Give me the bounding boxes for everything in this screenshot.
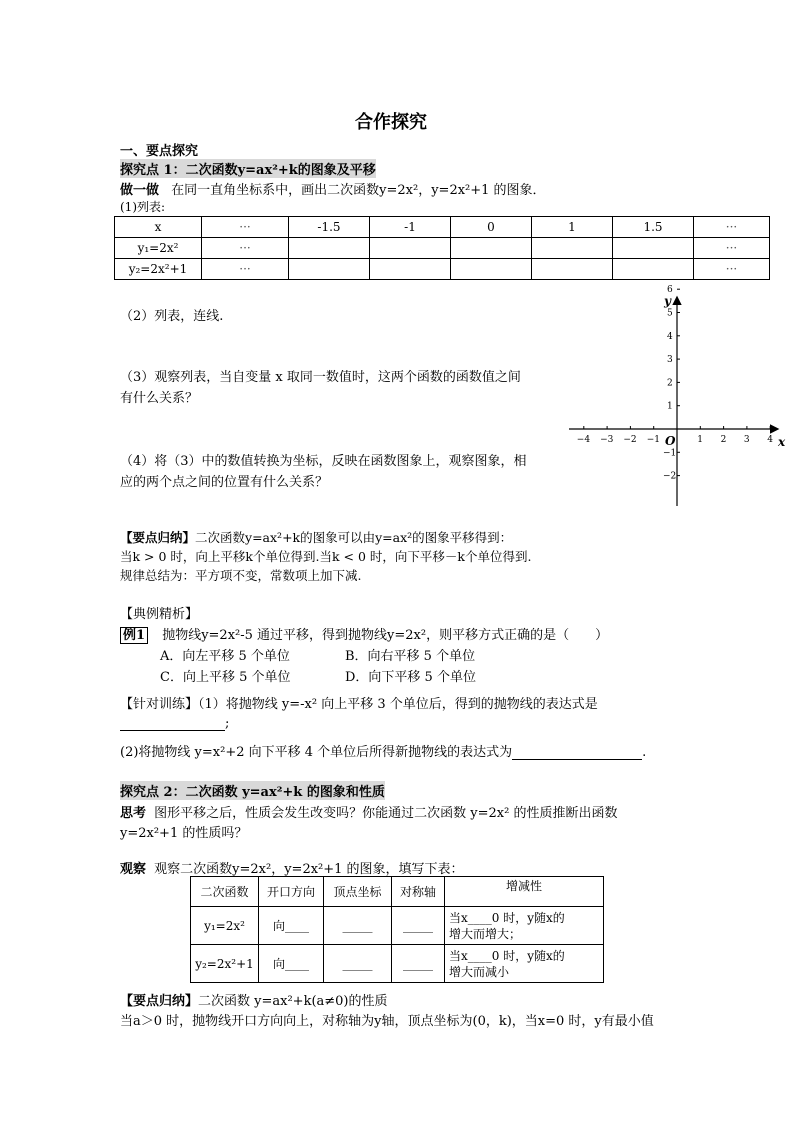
- option-d: D．向下平移 5 个单位: [345, 670, 476, 685]
- x-tick-label: −1: [646, 435, 660, 445]
- table-header: 二次函数: [191, 877, 259, 907]
- observe-label: 观察: [120, 862, 147, 877]
- table-cell: ···: [694, 238, 770, 259]
- x-tick-label: 3: [743, 435, 750, 445]
- do-label: 做一做: [120, 183, 160, 198]
- table-row: [191, 907, 604, 945]
- example-tag: 例1: [120, 627, 148, 644]
- y-tick-label: 6: [667, 285, 673, 296]
- table-cell: [613, 259, 694, 280]
- x-tick-label: −4: [576, 435, 591, 445]
- table-cell: 向____: [259, 945, 324, 983]
- table-cell: -1.5: [289, 217, 370, 238]
- monotonic-text: 增大而减小: [449, 964, 510, 979]
- table-cell: [532, 238, 613, 259]
- x-tick-label: −2: [623, 435, 637, 445]
- y-tick-label: 1: [667, 401, 673, 412]
- example-header: 【典例精析】: [120, 607, 199, 622]
- table-cell: y₂=2x²+1: [115, 259, 202, 280]
- option-b: B．向右平移 5 个单位: [345, 649, 476, 664]
- table-row: [191, 877, 604, 907]
- do-it-line: [120, 179, 546, 198]
- table-row: [191, 945, 604, 983]
- point2-heading: 探究点 2：二次函数 y=ax²+k 的图象和性质: [120, 781, 385, 800]
- summary1-line1: [120, 528, 512, 546]
- table-cell: y₂=2x²+1: [191, 945, 259, 983]
- think-line1: [120, 802, 617, 821]
- section-heading: 一、要点探究: [120, 144, 199, 159]
- table-cell: _____: [324, 945, 392, 983]
- question-4-line2: 应的两个点之间的位置有什么关系？: [120, 475, 329, 490]
- x-tick-label: 4: [767, 435, 773, 445]
- x-axis-label: x: [778, 435, 786, 449]
- monotonic-text: 增大而增大；: [449, 926, 522, 941]
- table-cell: [451, 238, 532, 259]
- value-table: [114, 216, 770, 280]
- table1-caption: (1)列表:: [120, 200, 166, 214]
- question-4-line1: （4）将（3）中的数值转换为坐标，反映在函数图象上，观察图象，相: [120, 454, 527, 469]
- question-2: （2）列表，连线.: [120, 309, 224, 324]
- table-cell: _____: [324, 907, 392, 945]
- think-line2: y=2x²+1 的性质吗？: [120, 826, 248, 841]
- table-cell: [370, 238, 451, 259]
- summary1-line3: 规律总结为：平方项不变，常数项上加下减.: [120, 568, 362, 583]
- practice-line1: 【针对训练】（1）将抛物线 y=-x² 向上平移 3 个单位后，得到的抛物线的表达式是: [120, 697, 598, 712]
- summary2-line2: 当a＞0 时，抛物线开口方向向上，对称轴为y轴，顶点坐标为(0，k)，当x=0 时，y有最小值: [120, 1014, 654, 1029]
- x-tick-label: 1: [697, 435, 704, 445]
- point1-heading: 探究点 1：二次函数y=ax²+k的图象及平移: [120, 159, 376, 178]
- practice-line2-text: (2)将抛物线 y=x²+2 向下平移 4 个单位后所得新抛物线的表达式为: [120, 745, 513, 760]
- summary1-line2: 当k > 0 时，向上平移k个单位得到.当k < 0 时，向下平移－k个单位得到.: [120, 549, 532, 564]
- table-cell: y₁=2x²: [115, 238, 202, 259]
- monotonic-text: 当x____0 时，y随x的: [449, 910, 565, 925]
- summary2-text: 二次函数 y=ax²+k(a≠0)的性质: [198, 994, 388, 1009]
- option-a: A．向左平移 5 个单位: [160, 649, 290, 664]
- table-header: 增减性: [445, 877, 604, 907]
- semicolon: ;: [225, 716, 230, 731]
- table-row: [115, 259, 770, 280]
- think-label: 思考: [120, 806, 147, 821]
- table-cell: -1: [370, 217, 451, 238]
- table-cell: ···: [202, 238, 289, 259]
- table-header: 对称轴: [392, 877, 445, 907]
- summary2-line1: [120, 990, 388, 1009]
- table-cell: [445, 945, 604, 983]
- property-table: [190, 876, 604, 983]
- question-3-line1: （3）观察列表，当自变量 x 取同一数值时，这两个函数的函数值之间: [120, 370, 521, 385]
- period: .: [642, 745, 647, 760]
- table-cell: y₁=2x²: [191, 907, 259, 945]
- table-cell: [532, 259, 613, 280]
- y-tick-label: −2: [663, 471, 677, 482]
- table-row: [115, 217, 770, 238]
- table-cell: ···: [694, 259, 770, 280]
- table-cell: _____: [392, 945, 445, 983]
- table-cell: ···: [202, 217, 289, 238]
- summary2-label: 【要点归纳】: [120, 994, 199, 1009]
- y-tick-label: 2: [667, 378, 673, 389]
- observe-line: [120, 858, 464, 877]
- practice-line2: [120, 741, 646, 760]
- table-cell: 1.5: [613, 217, 694, 238]
- table-cell: ···: [202, 259, 289, 280]
- table-cell: [289, 259, 370, 280]
- example-question: [120, 624, 608, 643]
- origin-label: O: [665, 434, 676, 448]
- table-cell: ···: [694, 217, 770, 238]
- monotonic-text: 当x____0 时，y随x的: [449, 948, 565, 963]
- table-header: 开口方向: [259, 877, 324, 907]
- example-text: 抛物线y=2x²-5 通过平移，得到抛物线y=2x²，则平移方式正确的是（ ）: [162, 628, 609, 643]
- page-title: 合作探究: [355, 112, 427, 133]
- coordinate-grid: [565, 285, 790, 512]
- table-cell: [370, 259, 451, 280]
- table-cell: _____: [392, 907, 445, 945]
- table-cell: 1: [532, 217, 613, 238]
- y-axis-label: y: [664, 294, 671, 308]
- table-row: [115, 238, 770, 259]
- summary1-label: 【要点归纳】: [120, 530, 196, 545]
- think-text: 图形平移之后，性质会发生改变吗？你能通过二次函数 y=2x² 的性质推断出函数: [154, 806, 618, 821]
- y-tick-label: −1: [663, 448, 677, 459]
- question-3-line2: 有什么关系？: [120, 391, 199, 406]
- table-cell: [451, 259, 532, 280]
- answer-blank: [512, 745, 642, 760]
- x-tick-label: 2: [720, 435, 727, 445]
- y-tick-label: 3: [667, 355, 673, 366]
- x-tick-label: −3: [600, 435, 614, 445]
- answer-blank: [120, 716, 225, 731]
- summary1-text: 二次函数y=ax²+k的图象可以由y=ax²的图象平移得到：: [195, 530, 513, 545]
- observe-text: 观察二次函数y=2x²，y=2x²+1 的图象，填写下表：: [154, 862, 464, 877]
- table-cell: 0: [451, 217, 532, 238]
- y-tick-label: 5: [667, 308, 673, 319]
- table-cell: [613, 238, 694, 259]
- table-cell: [289, 238, 370, 259]
- table-cell: x: [115, 217, 202, 238]
- y-tick-label: 4: [667, 331, 673, 342]
- table-header: 顶点坐标: [324, 877, 392, 907]
- table-cell: 向____: [259, 907, 324, 945]
- table-cell: [445, 907, 604, 945]
- option-c: C．向上平移 5 个单位: [160, 670, 291, 685]
- do-text: 在同一直角坐标系中，画出二次函数y=2x²，y=2x²+1 的图象．: [171, 183, 546, 198]
- practice-line1-blank: [120, 716, 229, 731]
